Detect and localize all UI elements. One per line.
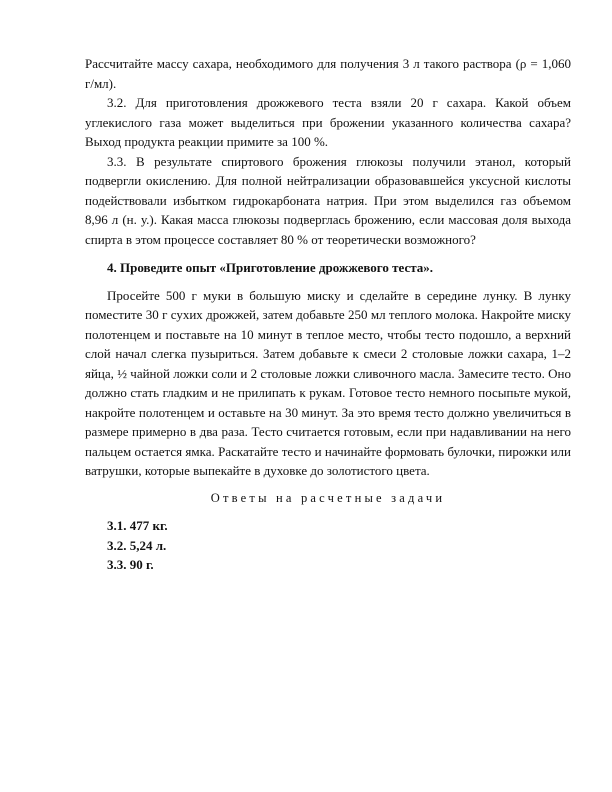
task-4-instructions-paragraph: Просейте 500 г муки в большую миску и сделайте в середине лунку. В лунку поместите 30 г сухих дрожжей, затем добавьте 250 мл теплого молока. Накройте миску полотенцем и поставьте на 10 минут в теплое место, чтобы тесто подошло, а верхний слой начал слегка пузыриться. Затем добавьте к смеси 2 столовые ложки сахара, 1–2 яйца, ½ чайной ложки соли и 2 столовые ложки сливочного масла. Замесите тесто. Оно должно стать гладким и не прилипать к рукам. Готовое тесто немного посыпьте мукой, накройте полотенцем и оставьте на 30 минут. За это время тесто должно увеличиться в размере примерно в два раза. Тесто считается готовым, если при надавливании на него пальцем остается ямка. Раскатайте тесто и начинайте формовать булочки, пирожки или ватрушки, которые выпекайте в духовке до золотистого цвета. (85, 287, 571, 478)
problem-3-3-paragraph: 3.3. В результате спиртового брожения глюкозы получили этанол, который подвергли окислению. Для полной нейтрализации образовавшейся уксусной кислоты подействовали избытком гидрокарбоната натрия. При этом выделился газ объемом 8,96 л (н. у.). Какая масса глюкозы подверглась брожению, если массовая доля выхода спирта в этом процессе составляет 80 % от теоретически возможного? (85, 153, 571, 247)
answers-list (85, 516, 571, 575)
answer-item: 3.1. 477 кг. (107, 518, 168, 533)
task-4-heading: 4. Проведите опыт «Приготовление дрожжевого теста». (107, 260, 434, 275)
answer-item: 3.2. 5,24 л. (107, 537, 167, 553)
answers-section-title: Ответы на расчетные задачи (210, 490, 446, 505)
intro-continuation-paragraph: Рассчитайте массу сахара, необходимого для получения 3 л такого раствора (ρ = 1,060 г/мл). (85, 56, 571, 91)
problem-3-2-paragraph: 3.2. Для приготовления дрожжевого теста взяли 20 г сахара. Какой объем углекислого газа может выделиться при брожении указанного количества сахара? Выход продукта реакции примите за 100 %. (85, 95, 571, 149)
answer-item: 3.3. 90 г. (107, 557, 154, 572)
